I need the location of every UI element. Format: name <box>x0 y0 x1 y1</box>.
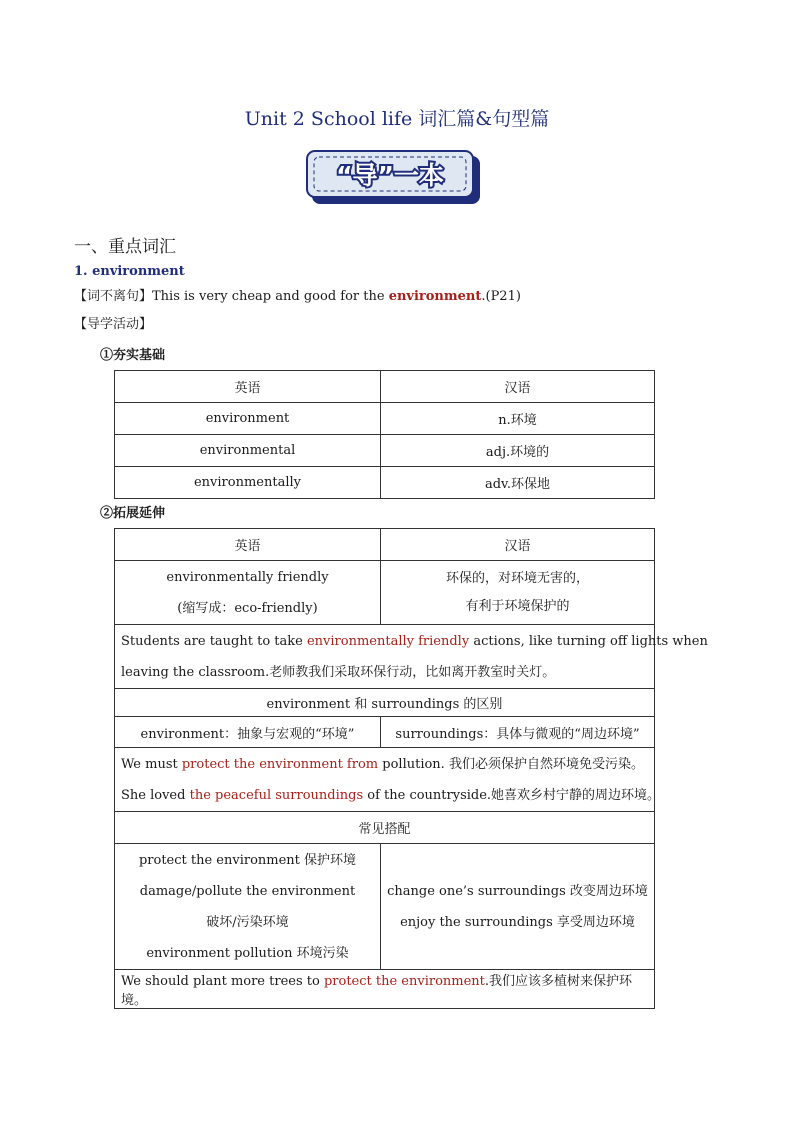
subsection-extend: ②拓展延伸 <box>100 506 166 521</box>
document-title: Unit 2 School life 词汇篇&句型篇 <box>244 108 550 130</box>
sentence-line: 【词不离句】This is very cheap and good for the environment.(P21) <box>74 289 521 304</box>
collocations-right: change one’s surroundings 改变周边环境 enjoy the surroundings 享受周边环境 <box>381 844 655 970</box>
example-plant-trees: We should plant more trees to protect the environment.我们应该多植树来保护环境。 <box>115 970 655 1009</box>
collocations-left: protect the environment 保护环境 damage/pollute the environment 破坏/污染环境 environment pollution 环境污染 <box>115 844 381 970</box>
basic-table: 英语 汉语 environment n.环境 environmental adj.环境的 environmentally adv.环保地 <box>114 370 655 499</box>
banner-text: “导”一本 <box>336 161 444 190</box>
example-surroundings: We must protect the environment from pollution. 我们必须保护自然环境免受污染。 She loved the peaceful surroundings of the countryside.她喜欢乡村宁静的周边环境。 <box>115 748 655 812</box>
subsection-basic: ①夯实基础 <box>100 348 166 363</box>
word-heading: 1. environment <box>74 264 185 279</box>
banner-graphic <box>306 150 482 206</box>
example-environmentally-friendly: Students are taught to take environmentally friendly actions, like turning off lights when leaving the classroom.老师教我们采取环保行动，比如离开教室时关灯。 <box>115 625 655 689</box>
activity-label: 【导学活动】 <box>74 317 153 332</box>
extend-table: 英语 汉语 environmentally friendly (缩写成：eco-friendly) 环保的，对环境无害的， 有利于环境保护的 Students are taught to take environmentally friendly actions, like turning off lights when leaving the classroom.老师教我们采取环保行动，比如离开教室时关灯。 environment 和 surroundings 的区别 environment：抽象与宏观的“环境” surroundings：具体与微观的“周边环境” We must protect the environment from pollution. 我们必须保护自然环境免受污染。 She loved the peaceful surroundings of the countryside.她喜欢乡村宁静的周边环境。 常见搭配 protect the environment 保护环境 damage/pollute the environment 破坏/污染环境 environment pollution 环境污染 change one’s surroundings 改变周边环境 enjoy the surroundings 享受周边环境 We should plant more trees to protect the environment.我们应该多植树来保护环境。 <box>114 528 655 1009</box>
section-heading: 一、重点词汇 <box>74 237 176 257</box>
